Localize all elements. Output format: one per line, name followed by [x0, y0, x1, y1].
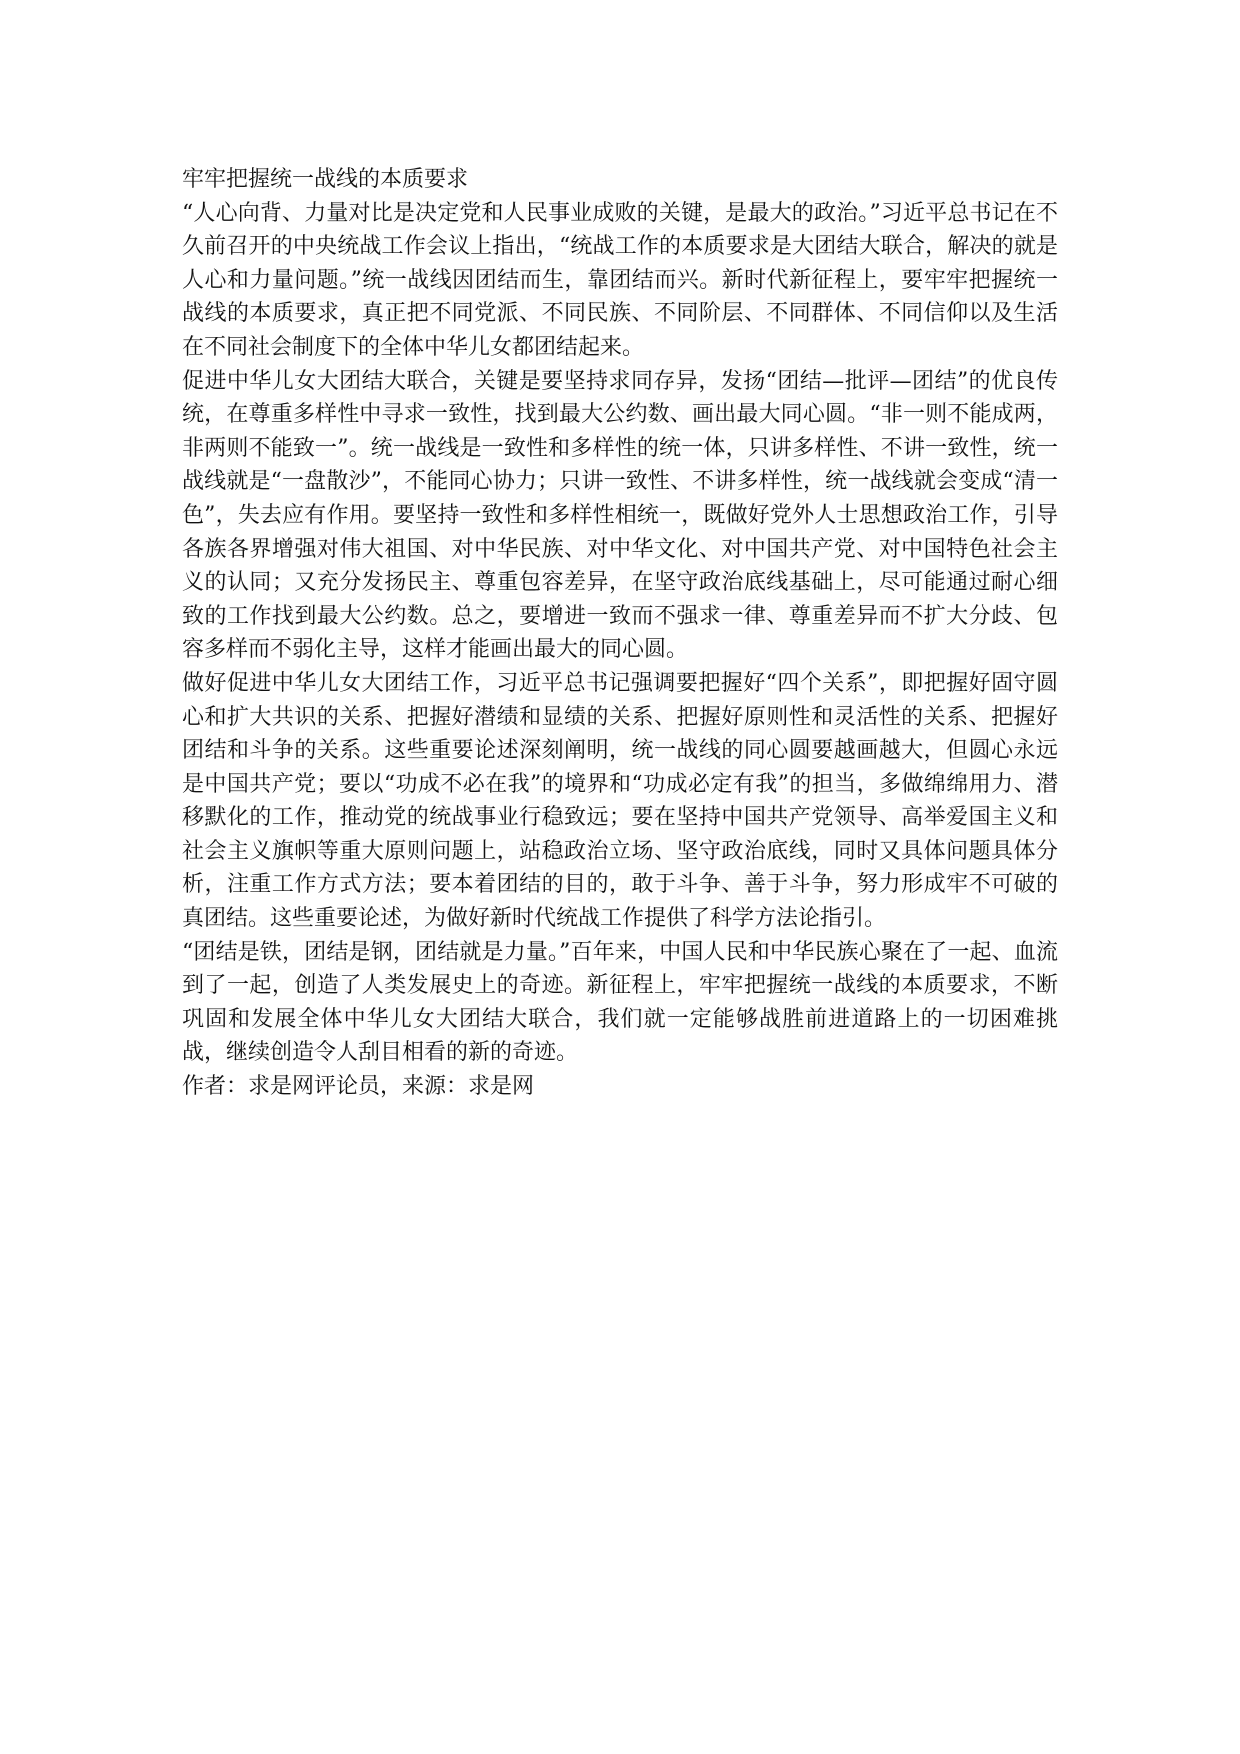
paragraph-1: “人心向背、力量对比是决定党和人民事业成败的关键，是最大的政治。”习近平总书记在不久前召开的中央统战工作会议上指出，“统战工作的本质要求是大团结大联合，解决的就是人心和力量问题。”统一战线因团结而生，靠团结而兴。新时代新征程上，要牢牢把握统一战线的本质要求，真正把不同党派、不同民族、不同阶层、不同群体、不同信仰以及生活在不同社会制度下的全体中华儿女都团结起来。 [182, 200, 1059, 360]
paragraph-4: “团结是铁，团结是钢，团结就是力量。”百年来，中国人民和中华民族心聚在了一起、血流到了一起，创造了人类发展史上的奇迹。新征程上，牢牢把握统一战线的本质要求，不断巩固和发展全体中华儿女大团结大联合，我们就一定能够战胜前进道路上的一切困难挑战，继续创造令人刮目相看的新的奇迹。 [182, 939, 1058, 1066]
article-title: 牢牢把握统一战线的本质要求 [182, 167, 469, 192]
paragraph-3: 做好促进中华儿女大团结工作，习近平总书记强调要把握好“四个关系”，即把握好固守圆心和扩大共识的关系、把握好潜绩和显绩的关系、把握好原则性和灵活性的关系、把握好团结和斗争的关系。这些重要论述深刻阐明，统一战线的同心圆要越画越大，但圆心永远是中国共产党；要以“功成不必在我”的境界和“功成必定有我”的担当，多做绵绵用力、潜移默化的工作，推动党的统战事业行稳致远；要在坚持中国共产党领导、高举爱国主义和社会主义旗帜等重大原则问题上，站稳政治立场、坚守政治底线，同时又具体问题具体分析，注重工作方式方法；要本着团结的目的，敢于斗争、善于斗争，努力形成牢不可破的真团结。这些重要论述，为做好新时代统战工作提供了科学方法论指引。 [182, 670, 1058, 932]
byline: 作者：求是网评论员，来源：求是网 [182, 1074, 535, 1100]
paragraph-2: 促进中华儿女大团结大联合，关键是要坚持求同存异，发扬“团结—批评—团结”的优良传统，在尊重多样性中寻求一致性，找到最大公约数、画出最大同心圆。“非一则不能成两，非两则不能致一”。统一战线是一致性和多样性的统一体，只讲多样性、不讲一致性，统一战线就是“一盘散沙”，不能同心协力；只讲一致性、不讲多样性，统一战线就会变成“清一色”，失去应有作用。要坚持一致性和多样性相统一，既做好党外人士思想政治工作，引导各族各界增强对伟大祖国、对中华民族、对中华文化、对中国共产党、对中国特色社会主义的认同；又充分发扬民主、尊重包容差异，在坚守政治底线基础上，尽可能通过耐心细致的工作找到最大公约数。总之，要增进一致而不强求一律、尊重差异而不扩大分歧、包容多样而不弱化主导，这样才能画出最大的同心圆。 [182, 368, 1058, 663]
article [182, 163, 1058, 1104]
